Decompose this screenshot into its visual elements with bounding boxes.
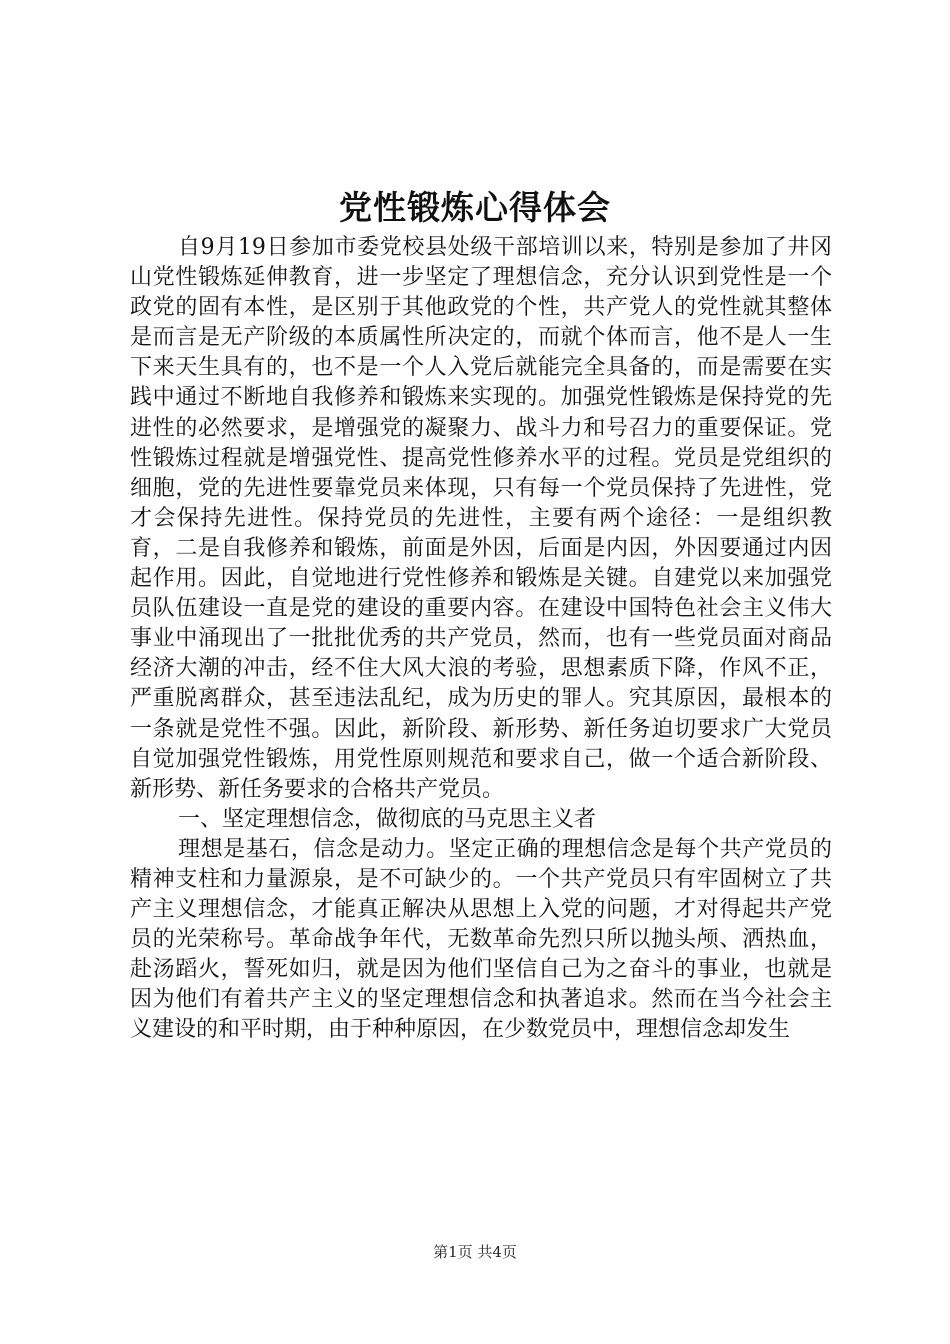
document-title: 党性锻炼心得体会 xyxy=(339,188,611,227)
body-paragraph: 自9月19日参加市委党校县处级干部培训以来，特别是参加了井冈山党性锻炼延伸教育，进一步坚定了理想信念，充分认识到党性是一个政党的固有本性，是区别于其他政党的个性，共产党人的党性就其整体是而言是无产阶级的本质属性所决定的，而就个体而言，他不是人一生下来天生具有的，也不是一个人入党后就能完全具备的，而是需要在实践中通过不断地自我修养和锻炼来实现的。加强党性锻炼是保持党的先进性的必然要求，是增强党的凝聚力、战斗力和号召力的重要保证。党性锻炼过程就是增强党性、提高党性修养水平的过程。党员是党组织的细胞，党的先进性要靠党员来体现，只有每一个党员保持了先进性，党才会保持先进性。保持党员的先进性，主要有两个途径：一是组织教育，二是自我修养和锻炼，前面是外因，后面是内因，外因要通过内因起作用。因此，自觉地进行党性修养和锻炼是关键。自建党以来加强党员队伍建设一直是党的建设的重要内容。在建设中国特色社会主义伟大事业中涌现出了一批批优秀的共产党员，然而，也有一些党员面对商品经济大潮的冲击，经不住大风大浪的考验，思想素质下降，作风不正，严重脱离群众，甚至违法乱纪，成为历史的罪人。究其原因，最根本的一条就是党性不强。因此，新阶段、新形势、新任务迫切要求广大党员自觉加强党性锻炼，用党性原则规范和要求自己，做一个适合新阶段、新形势、新任务要求的合格共产党员。 xyxy=(130,235,832,802)
body-paragraph: 理想是基石，信念是动力。坚定正确的理想信念是每个共产党员的精神支柱和力量源泉，是不可缺少的。一个共产党员只有牢固树立了共产主义理想信念，才能真正解决从思想上入党的问题，才对得起共产党员的光荣称号。革命战争年代，无数革命先烈只所以抛头颅、洒热血，赴汤蹈火，誓死如归，就是因为他们坚信自己为之奋斗的事业，也就是因为他们有着共产主义的坚定理想信念和执著追求。然而在当今社会主义建设的和平时期，由于种种原因，在少数党员中，理想信念却发生 xyxy=(130,836,832,1043)
document-body xyxy=(130,233,832,1046)
page-footer: 第1页 共4页 xyxy=(433,1243,517,1261)
section-heading: 一、坚定理想信念，做彻底的马克思主义者 xyxy=(178,806,597,832)
